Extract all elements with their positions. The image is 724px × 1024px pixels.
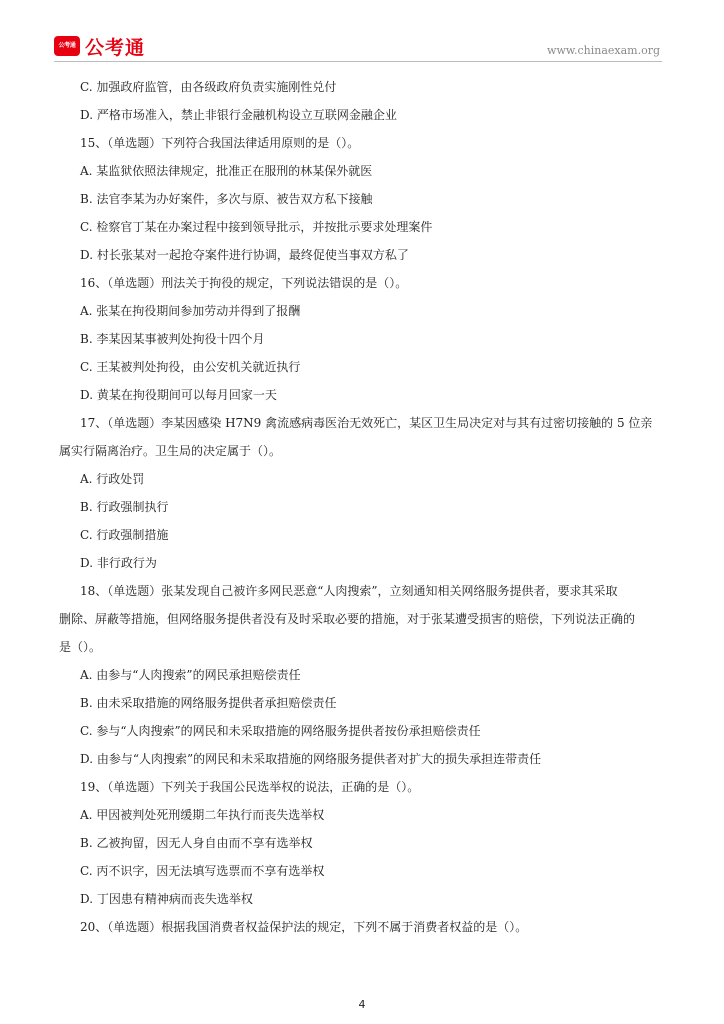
- option-line: A. 行政处罚: [80, 472, 145, 486]
- question-stem: 18、（单选题）张某发现自己被许多网民恶意“人肉搜索”，立刻通知相关网络服务提供者，要求其采取: [80, 584, 618, 598]
- page-header: [0, 0, 724, 62]
- option-line: A. 某监狱依照法律规定，批准正在服刑的林某保外就医: [80, 164, 373, 178]
- question-stem: 16、（单选题）刑法关于拘役的规定，下列说法错误的是（）。: [80, 276, 408, 290]
- document-body: [59, 78, 672, 938]
- site-url: www.chinaexam.org: [547, 44, 660, 57]
- option-line: C. 行政强制措施: [80, 528, 169, 542]
- option-line: D. 由参与“人肉搜索”的网民和未采取措施的网络服务提供者对扩大的损失承担连带责任: [80, 752, 542, 766]
- option-line: D. 丁因患有精神病而丧失选举权: [80, 892, 253, 906]
- option-line: D. 严格市场准入，禁止非银行金融机构设立互联网金融企业: [80, 108, 397, 122]
- option-line: D. 非行政行为: [80, 556, 157, 570]
- option-line: A. 张某在拘役期间参加劳动并得到了报酬: [80, 304, 301, 318]
- question-stem: 15、（单选题）下列符合我国法律适用原则的是（）。: [80, 136, 360, 150]
- option-line: B. 行政强制执行: [80, 500, 169, 514]
- option-line: B. 李某因某事被判处拘役十四个月: [80, 332, 265, 346]
- option-line: B. 法官李某为办好案件，多次与原、被告双方私下接触: [80, 192, 373, 206]
- question-stem: 20、（单选题）根据我国消费者权益保护法的规定，下列不属于消费者权益的是（）。: [80, 920, 528, 934]
- question-stem: 17、（单选题）李某因感染 H7N9 禽流感病毒医治无效死亡，某区卫生局决定对与其有过密切接触的 5 位亲: [80, 416, 653, 430]
- option-line: A. 由参与“人肉搜索”的网民承担赔偿责任: [80, 668, 301, 682]
- option-line: B. 由未采取措施的网络服务提供者承担赔偿责任: [80, 696, 337, 710]
- option-line: C. 王某被判处拘役，由公安机关就近执行: [80, 360, 301, 374]
- question-stem-continued: 是（）。: [59, 640, 102, 654]
- question-stem-continued: 删除、屏蔽等措施，但网络服务提供者没有及时采取必要的措施，对于张某遭受损害的赔偿，下列说法正确的: [59, 612, 636, 626]
- option-line: C. 丙不识字，因无法填写选票而不享有选举权: [80, 864, 325, 878]
- question-stem: 19、（单选题）下列关于我国公民选举权的说法，正确的是（）。: [80, 780, 420, 794]
- logo-text: 公考通: [85, 36, 146, 59]
- option-line: D. 黄某在拘役期间可以每月回家一天: [80, 388, 277, 402]
- option-line: B. 乙被拘留，因无人身自由而不享有选举权: [80, 836, 313, 850]
- option-line: D. 村长张某对一起抢夺案件进行协调，最终促使当事双方私了: [80, 248, 409, 262]
- logo-badge: 公考通: [54, 36, 80, 56]
- question-stem-continued: 属实行隔离治疗。卫生局的决定属于（）。: [59, 444, 282, 458]
- option-line: C. 加强政府监管，由各级政府负责实施刚性兑付: [80, 80, 337, 94]
- logo: [54, 34, 145, 58]
- page-number: 4: [358, 998, 366, 1011]
- option-line: C. 检察官丁某在办案过程中接到领导批示，并按批示要求处理案件: [80, 220, 433, 234]
- option-line: C. 参与“人肉搜索”的网民和未采取措施的网络服务提供者按份承担赔偿责任: [80, 724, 481, 738]
- option-line: A. 甲因被判处死刑缓期二年执行而丧失选举权: [80, 808, 325, 822]
- header-divider: [54, 61, 662, 62]
